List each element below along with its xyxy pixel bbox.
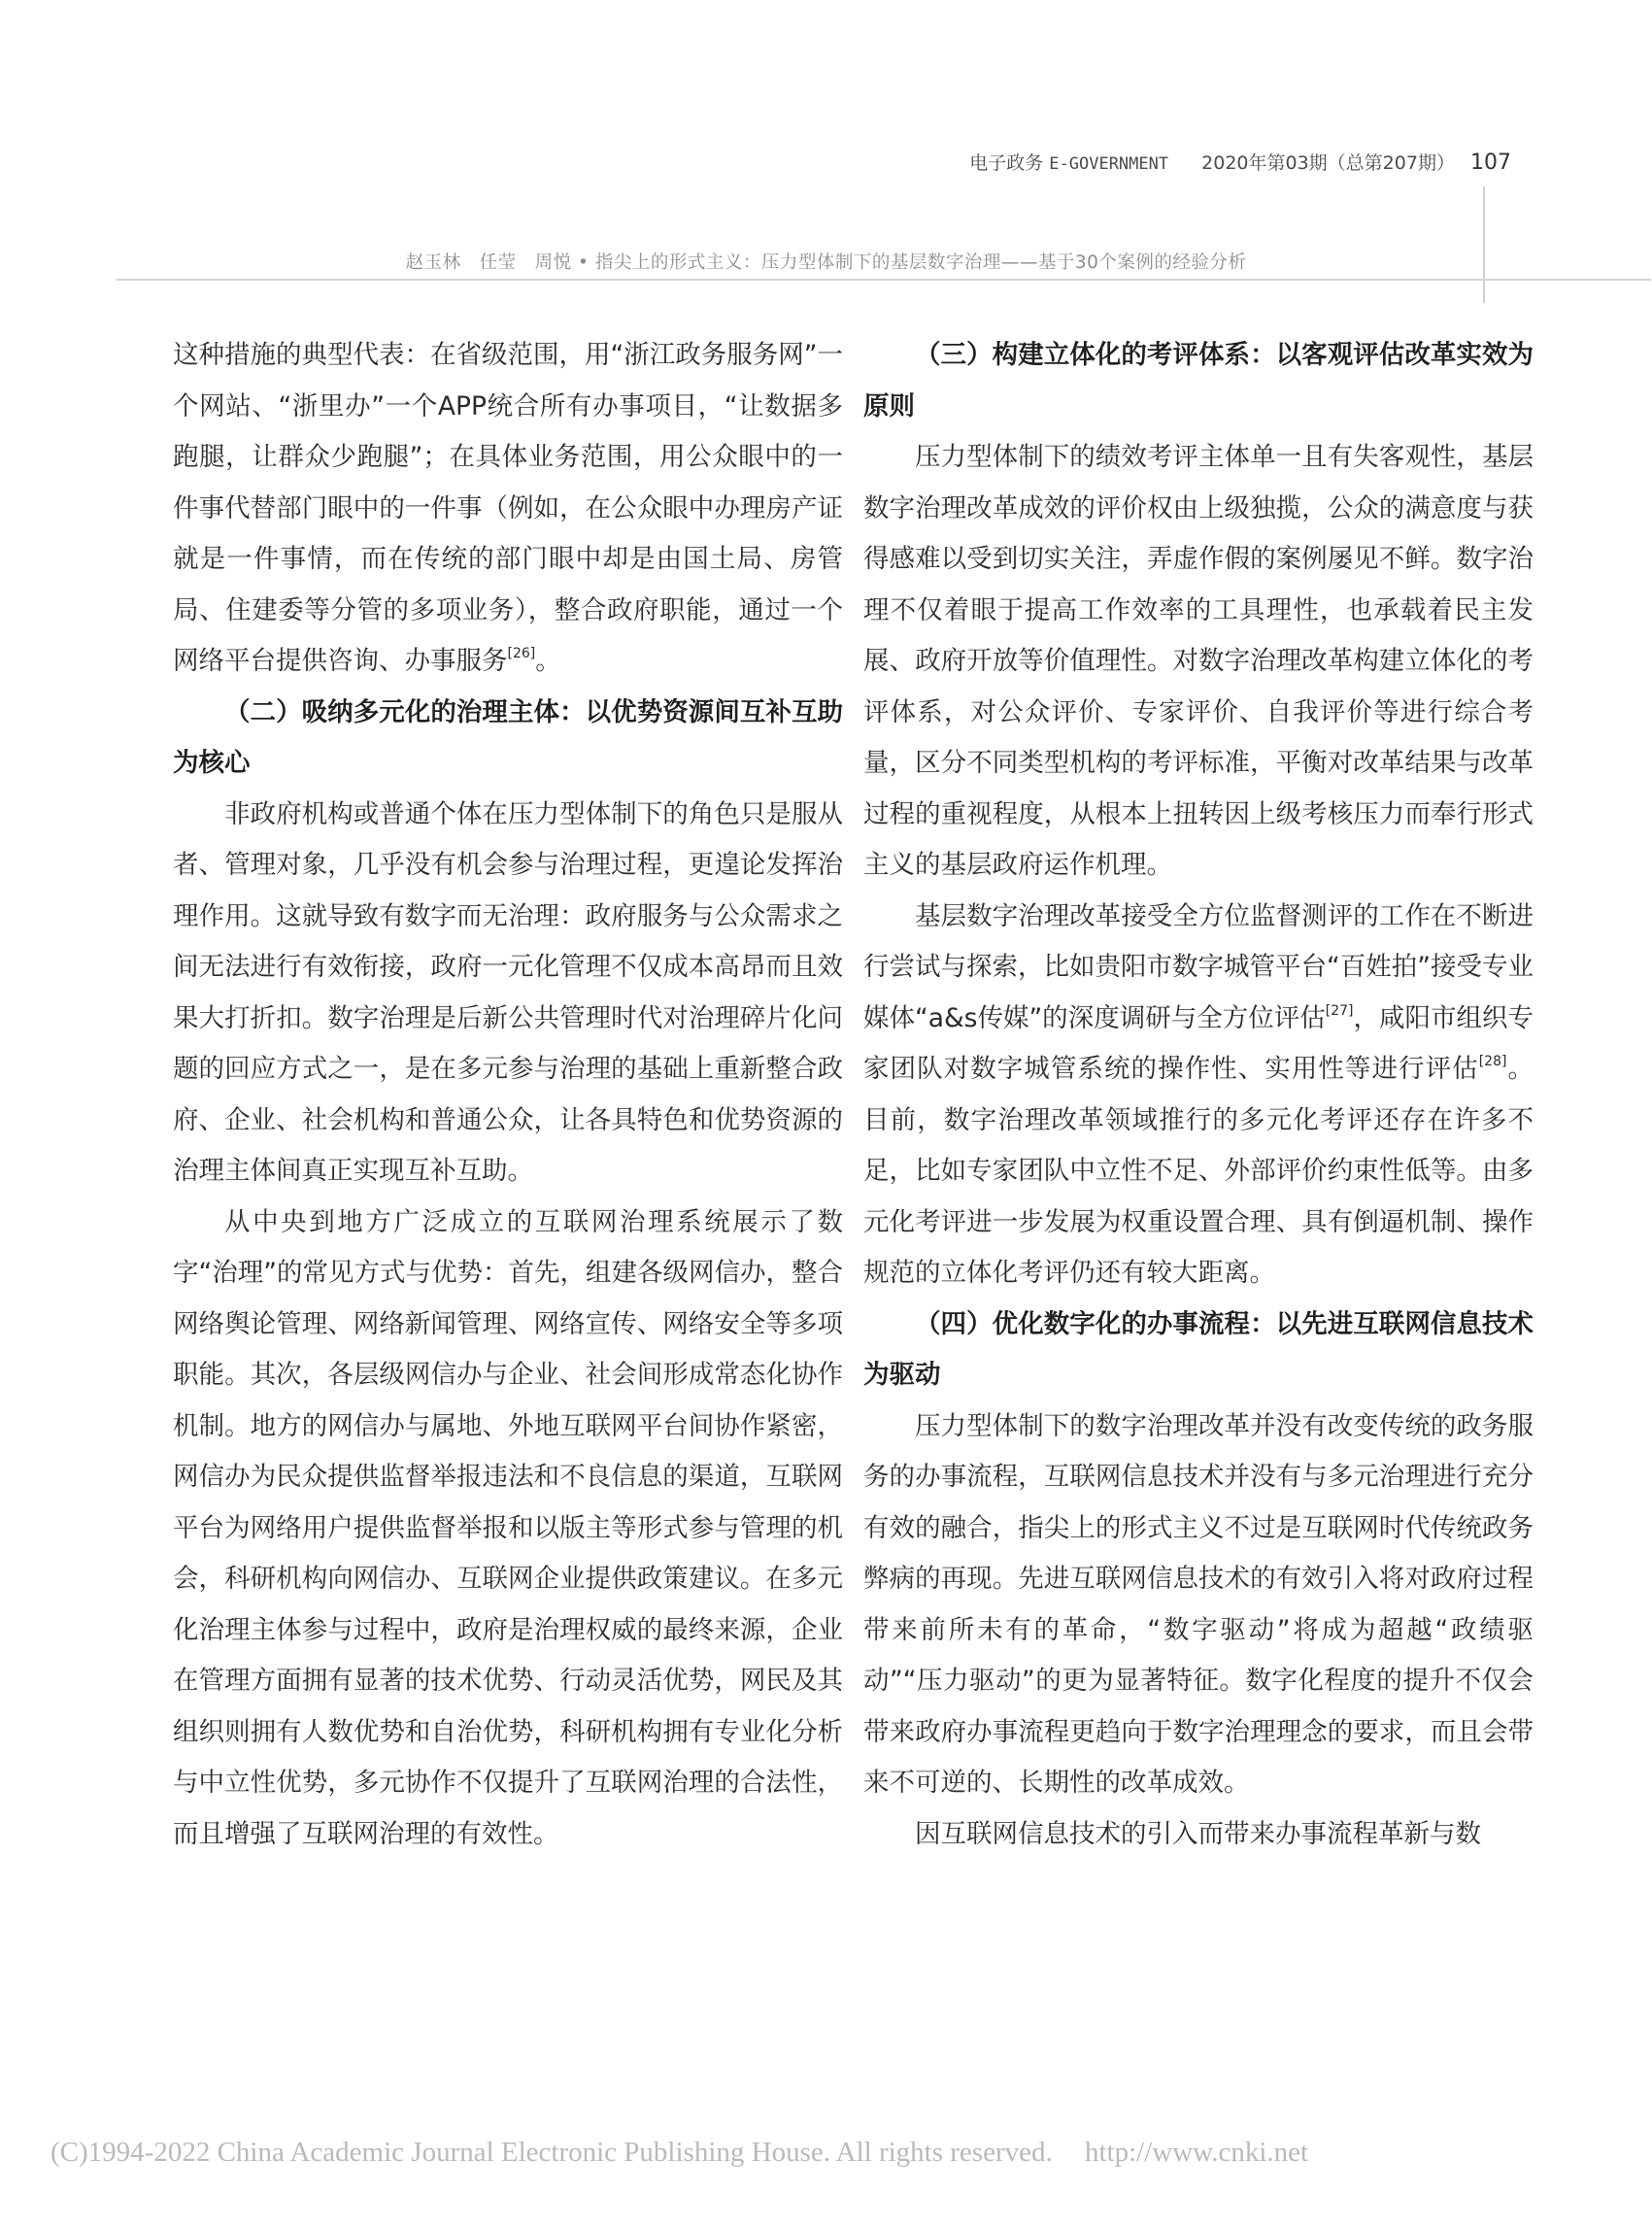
copyright-footer — [51, 2137, 1308, 2169]
citation[interactable]: [28] — [1478, 1054, 1507, 1070]
citation[interactable]: [26] — [507, 646, 536, 662]
section-heading: （二）吸纳多元化的治理主体：以优势资源间互补互助为核心 — [173, 696, 843, 778]
paragraph: 非政府机构或普通个体在压力型体制下的角色只是服从者、管理对象，几乎没有机会参与治理过程，更遑论发挥治理作用。这就导致有数字而无治理：政府服务与公众需求之间无法进行有效衔接，政府一元化管理不仅成本高昂而且效果大打折扣。数字治理是后新公共管理时代对治理碎片化问题的回应方式之一，是在多元参与治理的基础上重新整合政府、企业、社会机构和普通公众，让各具特色和优势资源的治理主体间真正实现互补互助。 — [173, 798, 843, 1186]
journal-name-en: E-GOVERNMENT — [1049, 154, 1169, 174]
issue-info: 2020年第03期（总第207期） — [1201, 152, 1455, 174]
paragraph: 从中央到地方广泛成立的互联网治理系统展示了数字“治理”的常见方式与优势：首先，组建各级网信办，整合网络舆论管理、网络新闻管理、网络宣传、网络安全等多项职能。其次，各层级网信办与企业、社会间形成常态化协作机制。地方的网信办与属地、外地互联网平台间协作紧密，网信办为民众提供监督举报违法和不良信息的渠道，互联网平台为网络用户提供监督举报和以版主等形式参与管理的机会，科研机构向网信办、互联网企业提供政策建议。在多元化治理主体参与过程中，政府是治理权威的最终来源，企业在管理方面拥有显著的技术优势、行动灵活优势，网民及其组织则拥有人数优势和自治优势，科研机构拥有专业化分析与中立性优势，多元协作不仅提升了互联网治理的合法性，而且增强了互联网治理的有效性。 — [173, 1206, 843, 1849]
section-heading: （四）优化数字化的办事流程：以先进互联网信息技术为驱动 — [863, 1308, 1534, 1390]
citation[interactable]: [27] — [1325, 1002, 1354, 1019]
right-column — [863, 330, 1534, 1860]
journal-name: 电子政务 — [969, 152, 1044, 174]
page-number: 107 — [1470, 151, 1511, 175]
authors-title-line: 赵玉林 任莹 周悦 • 指尖上的形式主义：压力型体制下的基层数字治理——基于30个案例的经验分析 — [405, 253, 1247, 273]
copyright-text: (C)1994-2022 China Academic Journal Electronic Publishing House. All rights reserved. — [51, 2137, 1053, 2168]
paragraph: 这种措施的典型代表：在省级范围，用“浙江政务服务网”一个网站、“浙里办”一个APP统合所有办事项目，“让数据多跑腿，让群众少跑腿”；在具体业务范围，用公众眼中的一件事代替部门眼中的一件事（例如，在公众眼中办理房产证就是一件事情，而在传统的部门眼中却是由国土局、房管局、住建委等分管的多项业务），整合政府职能，通过一个网络平台提供咨询、办事服务[26]。 — [173, 340, 843, 676]
paragraph: 因互联网信息技术的引入而带来办事流程革新与数 — [915, 1818, 1481, 1849]
paragraph: 压力型体制下的数字治理改革并没有改变传统的政务服务的办事流程，互联网信息技术并没有与多元治理进行充分有效的融合，指尖上的形式主义不过是互联网时代传统政务弊病的再现。先进互联网信息技术的有效引入将对政府过程带来前所未有的革命，“数字驱动”将成为超越“政绩驱动”“压力驱动”的更为显著特征。数字化程度的提升不仅会带来政府办事流程更趋向于数字治理理念的要求，而且会带来不可逆的、长期性的改革成效。 — [863, 1410, 1534, 1798]
header-vertical-rule — [1483, 186, 1485, 303]
header-divider — [117, 279, 1651, 281]
paragraph: 基层数字治理改革接受全方位监督测评的工作在不断进行尝试与探索，比如贵阳市数字城管平台“百姓拍”接受专业媒体“a&s传媒”的深度调研与全方位评估[27]，咸阳市组织专家团队对数字城管系统的操作性、实用性等进行评估[28]。目前，数字治理改革领域推行的多元化考评还存在许多不足，比如专家团队中立性不足、外部评价约束性低等。由多元化考评进一步发展为权重设置合理、具有倒逼机制、操作规范的立体化考评仍还有较大距离。 — [863, 900, 1534, 1288]
section-heading: （三）构建立体化的考评体系：以客观评估改革实效为原则 — [863, 340, 1534, 422]
running-head — [969, 149, 1511, 175]
left-column — [173, 330, 843, 1860]
footer-link[interactable]: http://www.cnki.net — [1084, 2137, 1309, 2168]
paragraph: 压力型体制下的绩效考评主体单一且有失客观性，基层数字治理改革成效的评价权由上级独揽，公众的满意度与获得感难以受到切实关注，弄虚作假的案例屡见不鲜。数字治理不仅着眼于提高工作效率的工具理性，也承载着民主发展、政府开放等价值理性。对数字治理改革构建立体化的考评体系，对公众评价、专家评价、自我评价等进行综合考量，区分不同类型机构的考评标准，平衡对改革结果与改革过程的重视程度，从根本上扭转因上级考核压力而奉行形式主义的基层政府运作机理。 — [863, 442, 1534, 880]
